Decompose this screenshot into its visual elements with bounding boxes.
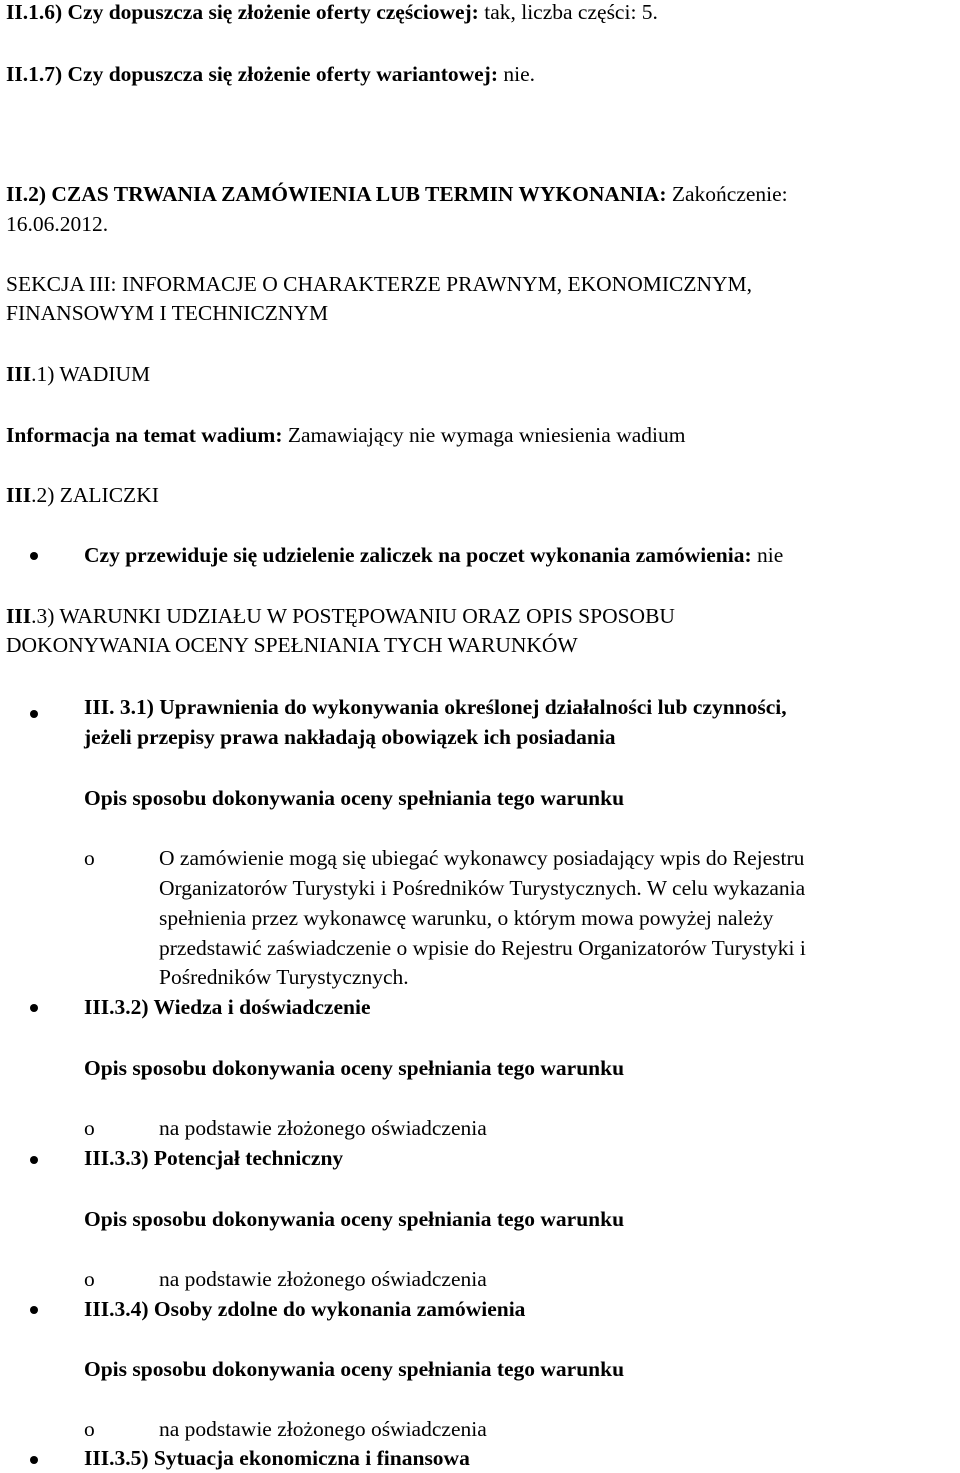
c331-opis: Opis sposobu dokonywania oceny spełniania tego warunku — [84, 786, 625, 810]
c331-text-line3: spełnienia przez wykonawcę warunku, o którym mowa powyżej należy — [159, 906, 774, 930]
section-iii-1-info — [6, 420, 685, 450]
bullet-3-3 — [30, 1156, 38, 1164]
section-iii-1-prefix: III — [6, 362, 32, 386]
section-ii-2-value: Zakończenie: — [666, 182, 788, 206]
section-ii-1-7-label: II.1.7) Czy dopuszcza się złożenie oferty wariantowej: — [6, 62, 498, 86]
c333-o-marker: o — [84, 1267, 95, 1291]
section-ii-1-7-value: nie. — [498, 62, 536, 86]
c331-text-line2: Organizatorów Turystyki i Pośredników Turystycznych. W celu wykazania — [159, 876, 806, 900]
section-iii-3-line1 — [6, 601, 675, 631]
section-ii-1-6-label: II.1.6) Czy dopuszcza się złożenie oferty częściowej: — [6, 0, 479, 24]
section-iii-2-prefix: III — [6, 483, 32, 507]
c331-text-line5: Pośredników Turystycznych. — [159, 965, 409, 989]
section-ii-2-label: II.2) CZAS TRWANIA ZAMÓWIENIA LUB TERMIN WYKONANIA: — [6, 182, 667, 206]
c331-o-marker: o — [84, 846, 95, 870]
c333-title: III.3.3) Potencjał techniczny — [84, 1146, 344, 1170]
c335-title: III.3.5) Sytuacja ekonomiczna i finansowa — [84, 1446, 470, 1470]
c334-title: III.3.4) Osoby zdolne do wykonania zamówienia — [84, 1297, 526, 1321]
bullet-3-1 — [30, 710, 38, 718]
c332-title: III.3.2) Wiedza i doświadczenie — [84, 995, 371, 1019]
section-ii-2-date: 16.06.2012. — [6, 212, 109, 236]
wadium-value: Zamawiający nie wymaga wniesienia wadium — [282, 423, 686, 447]
zaliczki-value: nie — [751, 543, 784, 567]
bullet-3-4 — [30, 1306, 38, 1314]
section-ii-1-7 — [6, 59, 535, 89]
zaliczki-question — [84, 540, 783, 570]
section-ii-1-6-value: tak, liczba części: 5. — [478, 0, 658, 24]
bullet-3-5 — [30, 1456, 38, 1464]
section-iii-heading-line2: FINANSOWYM I TECHNICZNYM — [6, 301, 329, 325]
c333-text: na podstawie złożonego oświadczenia — [159, 1267, 487, 1291]
c331-text-line4: przedstawić zaświadczenie o wpisie do Rejestru Organizatorów Turystyki i — [159, 936, 806, 960]
wadium-label: Informacja na temat wadium: — [6, 423, 283, 447]
section-iii-3-line2: DOKONYWANIA OCENY SPEŁNIANIA TYCH WARUNKÓW — [6, 633, 578, 657]
section-iii-1-title — [6, 359, 150, 389]
bullet-zaliczki — [30, 552, 38, 560]
c334-opis: Opis sposobu dokonywania oceny spełniania tego warunku — [84, 1357, 625, 1381]
c332-o-marker: o — [84, 1116, 95, 1140]
c331-text-line1: O zamówienie mogą się ubiegać wykonawcy posiadający wpis do Rejestru — [159, 846, 805, 870]
section-ii-1-6 — [6, 0, 658, 27]
section-iii-3-line1-rest: .3) WARUNKI UDZIAŁU W POSTĘPOWANIU ORAZ OPIS SPOSOBU — [31, 604, 675, 628]
bullet-3-2 — [30, 1004, 38, 1012]
section-ii-2 — [6, 179, 788, 209]
c332-text: na podstawie złożonego oświadczenia — [159, 1116, 487, 1140]
c333-opis: Opis sposobu dokonywania oceny spełniania tego warunku — [84, 1207, 625, 1231]
c334-o-marker: o — [84, 1417, 95, 1441]
zaliczki-label: Czy przewiduje się udzielenie zaliczek na poczet wykonania zamówienia: — [84, 543, 752, 567]
c331-title-line2: jeżeli przepisy prawa nakładają obowiązek ich posiadania — [84, 725, 616, 749]
section-iii-2-title-rest: .2) ZALICZKI — [31, 483, 159, 507]
section-iii-3-prefix: III — [6, 604, 32, 628]
c331-title-line1: III. 3.1) Uprawnienia do wykonywania określonej działalności lub czynności, — [84, 695, 787, 719]
section-iii-2-title — [6, 480, 159, 510]
section-iii-heading-line1: SEKCJA III: INFORMACJE O CHARAKTERZE PRAWNYM, EKONOMICZNYM, — [6, 272, 753, 296]
section-iii-1-title-rest: .1) WADIUM — [31, 362, 151, 386]
c334-text: na podstawie złożonego oświadczenia — [159, 1417, 487, 1441]
c332-opis: Opis sposobu dokonywania oceny spełniania tego warunku — [84, 1056, 625, 1080]
